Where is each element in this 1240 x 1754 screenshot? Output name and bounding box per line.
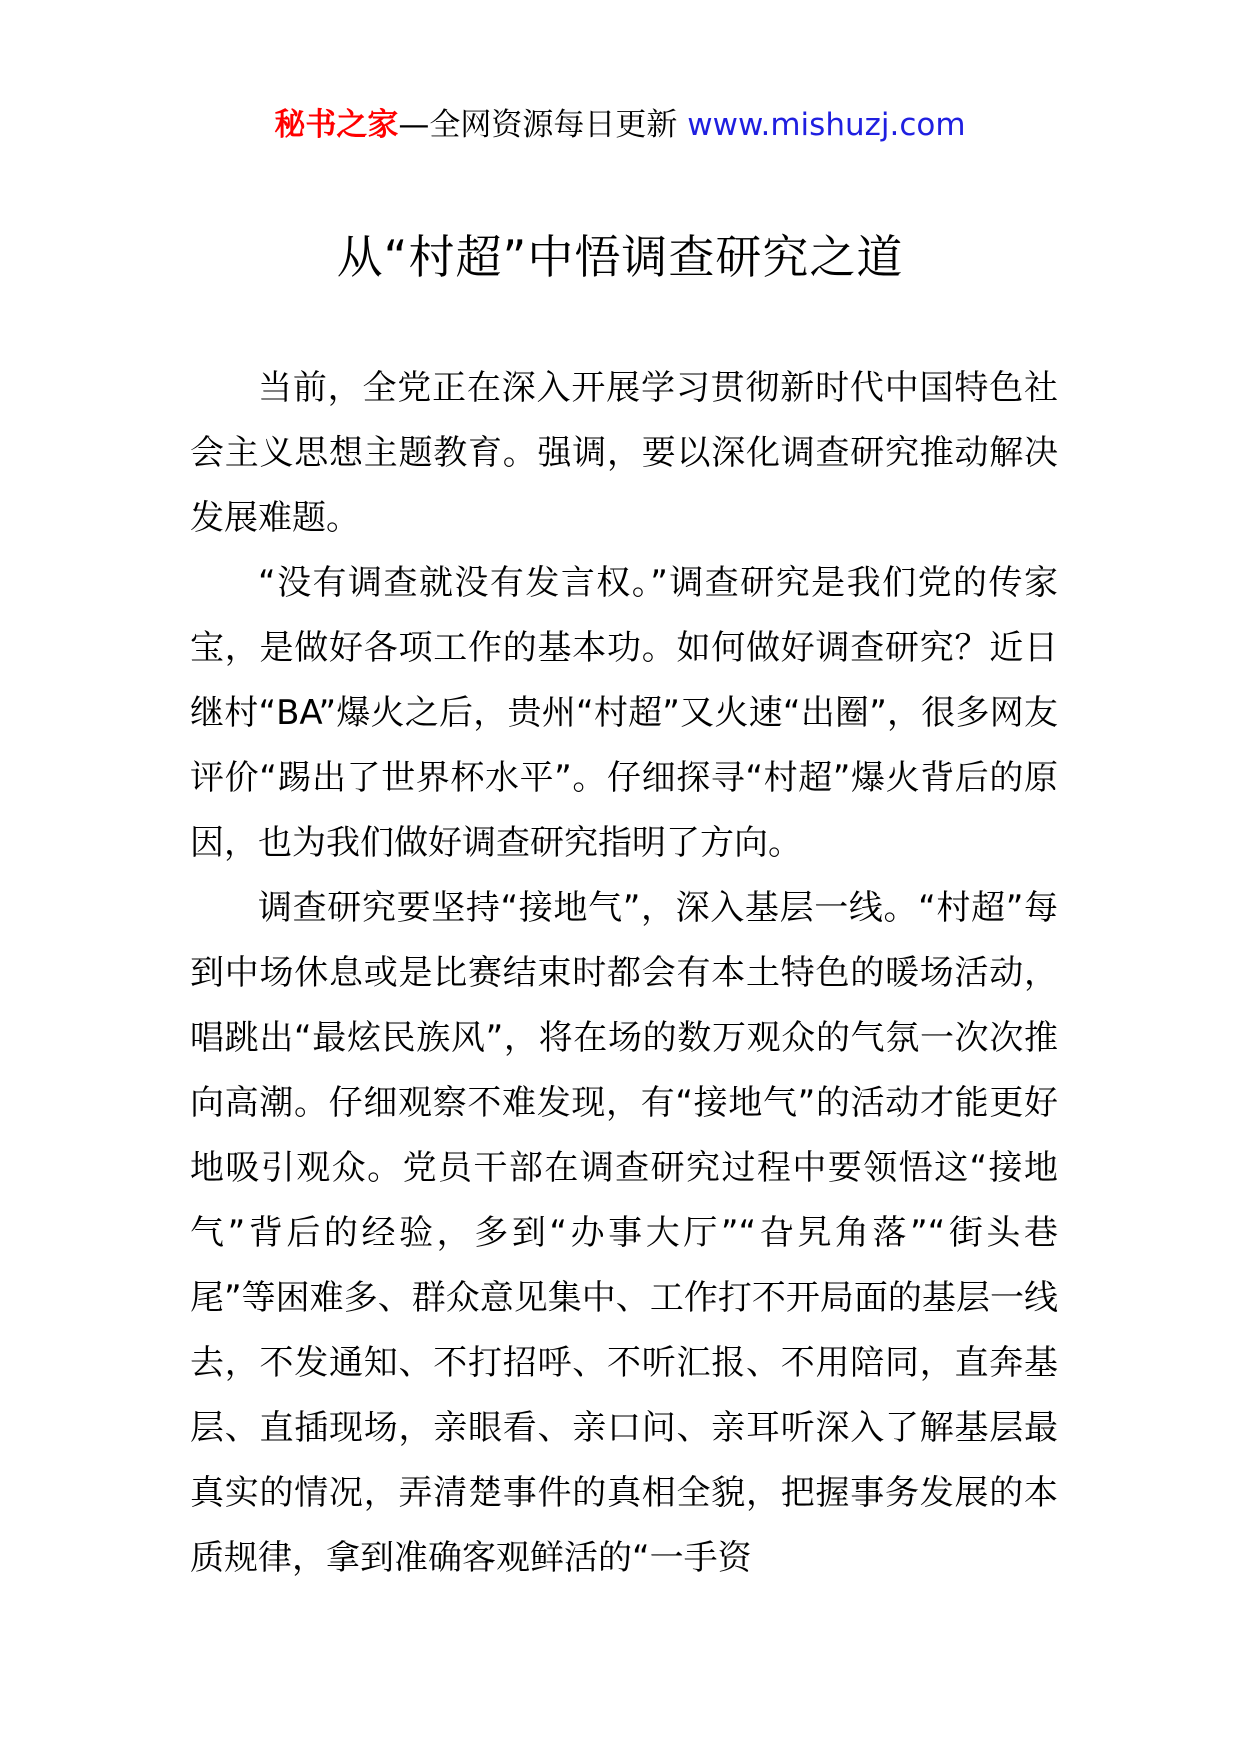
brand-name: 秘书之家 (274, 107, 399, 143)
document-title: 从“村超”中悟调查研究之道 (336, 230, 904, 284)
document-body (190, 356, 1058, 1591)
paragraph: 当前，全党正在深入开展学习贯彻新时代中国特色社会主义思想主题教育。强调，要以深化调查研究推动解决发展难题。 (190, 368, 1058, 538)
paragraph: “没有调查就没有发言权。”调查研究是我们党的传家宝，是做好各项工作的基本功。如何做好调查研究？近日继村“BA”爆火之后，贵州“村超”又火速“出圈”，很多网友评价“踢出了世界杯水平”。仔细探寻“村超”爆火背后的原因，也为我们做好调查研究指明了方向。 (190, 563, 1058, 863)
site-banner (0, 100, 1240, 150)
site-url-link[interactable]: www.mishuzj.com (687, 107, 966, 143)
site-slogan: —全网资源每日更新 (398, 107, 678, 143)
paragraph: 调查研究要坚持“接地气”，深入基层一线。“村超”每到中场休息或是比赛结束时都会有本土特色的暖场活动，唱跳出“最炫民族风”，将在场的数万观众的气氛一次次推向高潮。仔细观察不难发现，有“接地气”的活动才能更好地吸引观众。党员干部在调查研究过程中要领悟这“接地气”背后的经验，多到“办事大厅”“旮旯角落”“街头巷尾”等困难多、群众意见集中、工作打不开局面的基层一线去，不发通知、不打招呼、不听汇报、不用陪同，直奔基层、直插现场，亲眼看、亲口问、亲耳听深入了解基层最真实的情况，弄清楚事件的真相全貌，把握事务发展的本质规律，拿到准确客观鲜活的“一手资 (190, 888, 1058, 1578)
